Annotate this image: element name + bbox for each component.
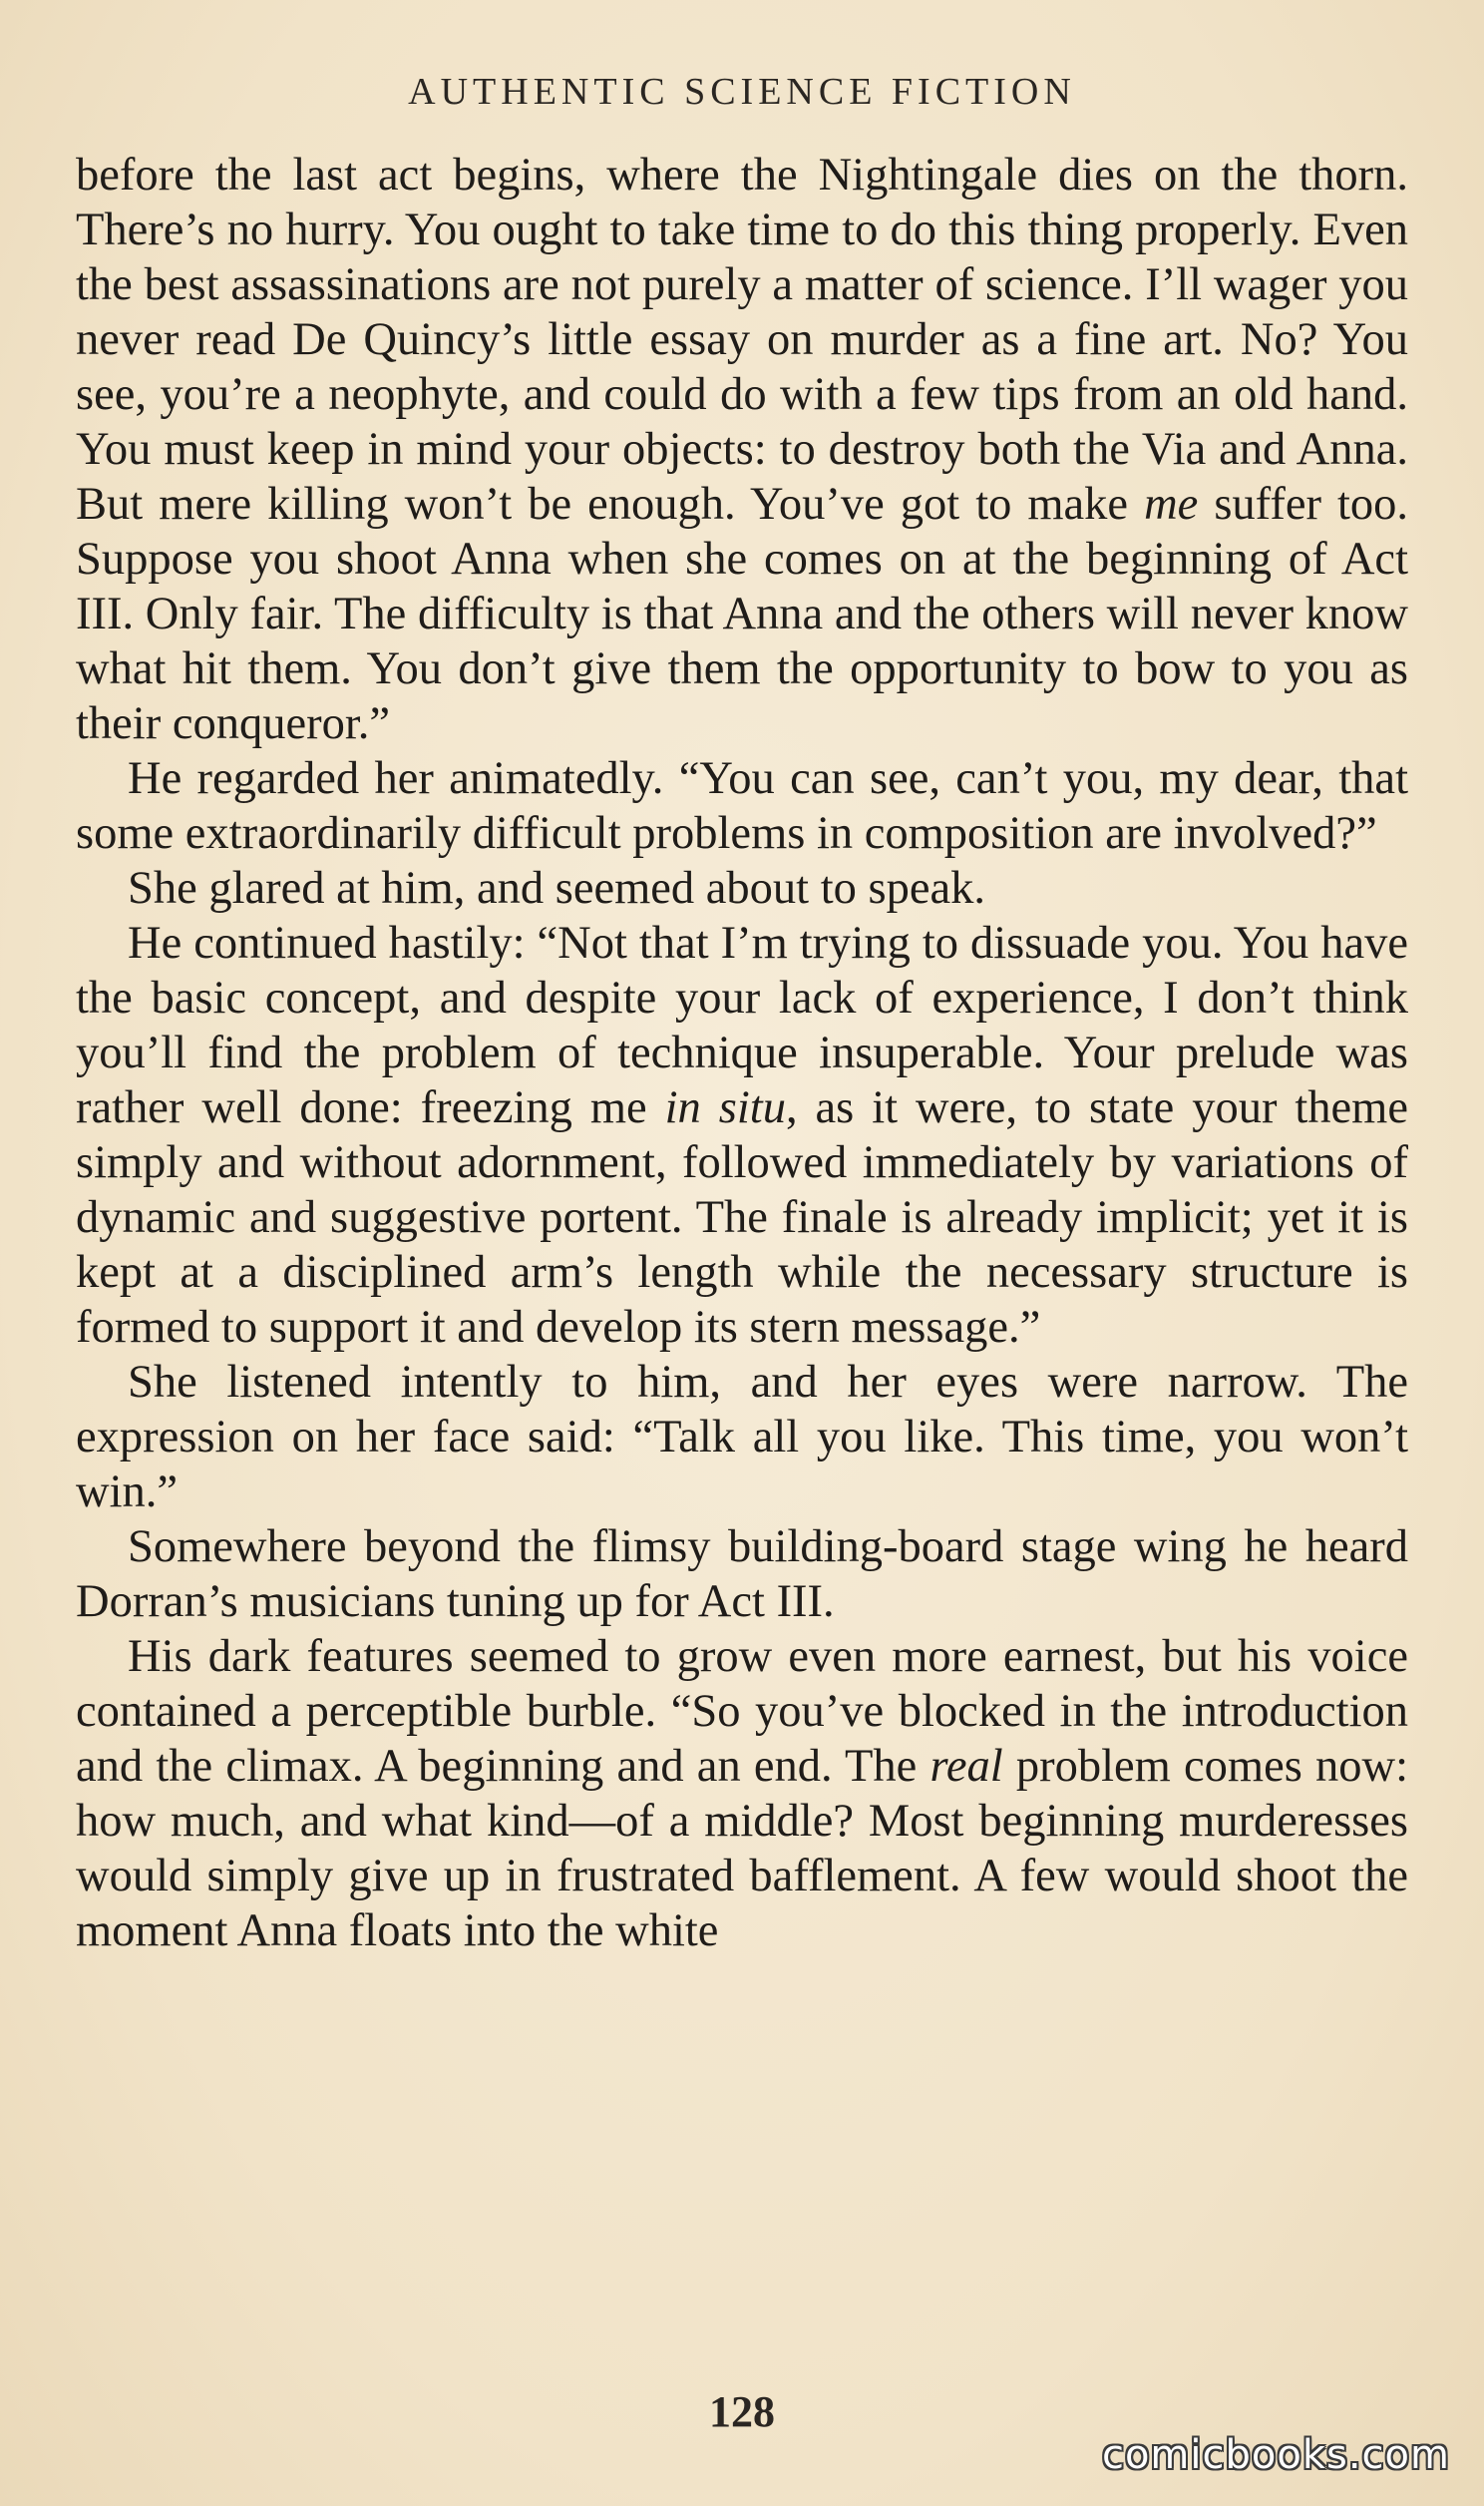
paragraph-2-segment-1: He regarded her animatedly. “You can see, can’t you, my dear, that some extraordinarily difficult problems in composition are involved?” [76,753,1408,859]
paragraph-5-segment-1: She listened intently to him, and her eyes were narrow. The expression on her face said: “Talk all you like. This time, you won’t win.” [76,1357,1408,1517]
paragraph-7-emphasis: real [929,1741,1003,1792]
body-text [76,148,1408,1958]
running-title: AUTHENTIC SCIENCE FICTION [408,71,1076,113]
paragraph-7 [76,1629,1408,1958]
paragraph-4 [76,916,1408,1355]
paragraph-3 [76,861,1408,916]
paragraph-2 [76,751,1408,861]
watermark-logo: comicbooks.com [1101,2432,1450,2478]
page-number: 128 [709,2387,775,2436]
paragraph-1 [76,148,1408,751]
paragraph-5 [76,1355,1408,1519]
paragraph-4-emphasis: in situ [664,1082,786,1133]
paragraph-4-segment-1: He continued hastily: “Not that I’m trying to dissuade you. You have the basic concept, and despite your lack of experience, I don’t think you’ll find the problem of technique insuperable. Your prelude was rather well done: freezing me [76,918,1408,1133]
paragraph-7-segment-1: His dark features seemed to grow even more earnest, but his voice contained a perceptible burble. “So you’ve blocked in the introduction and the climax. A beginning and an end. The [76,1631,1408,1792]
paragraph-6 [76,1519,1408,1629]
paragraph-6-segment-1: Somewhere beyond the flimsy building-board stage wing he heard Dorran’s musicians tuning up for Act III. [76,1521,1408,1627]
paragraph-1-segment-3: suffer too. Suppose you shoot Anna when she comes on at the beginning of Act III. Only fair. The difficulty is that Anna and the others will never know what hit them. You don’t give them the opportunity to bow to you as their conqueror.” [76,479,1408,749]
paragraph-4-segment-3: , as it were, to state your theme simply and without adornment, followed immediately by variations of dynamic and suggestive portent. The finale is already implicit; yet it is kept at a disciplined arm’s length while the necessary structure is formed to support it and develop its stern message.” [76,1082,1408,1353]
paragraph-1-segment-1: before the last act begins, where the Nightingale dies on the thorn. There’s no hurry. You ought to take time to do this thing properly. Even the best assassinations are not purely a matter of science. I’ll wager you never read De Quincy’s little essay on murder as a fine art. No? You see, you’re a neophyte, and could do with a few tips from an old hand. You must keep in mind your objects: to destroy both the Via and Anna. But mere killing won’t be enough. You’ve got to make [76,150,1408,530]
paragraph-1-emphasis: me [1144,479,1199,530]
paragraph-3-segment-1: She glared at him, and seemed about to speak. [128,863,986,914]
paragraph-7-segment-3: problem comes now: how much, and what kind—of a middle? Most beginning murderesses would simply give up in frustrated bafflement. A few would shoot the moment Anna floats into the white [76,1741,1408,1956]
